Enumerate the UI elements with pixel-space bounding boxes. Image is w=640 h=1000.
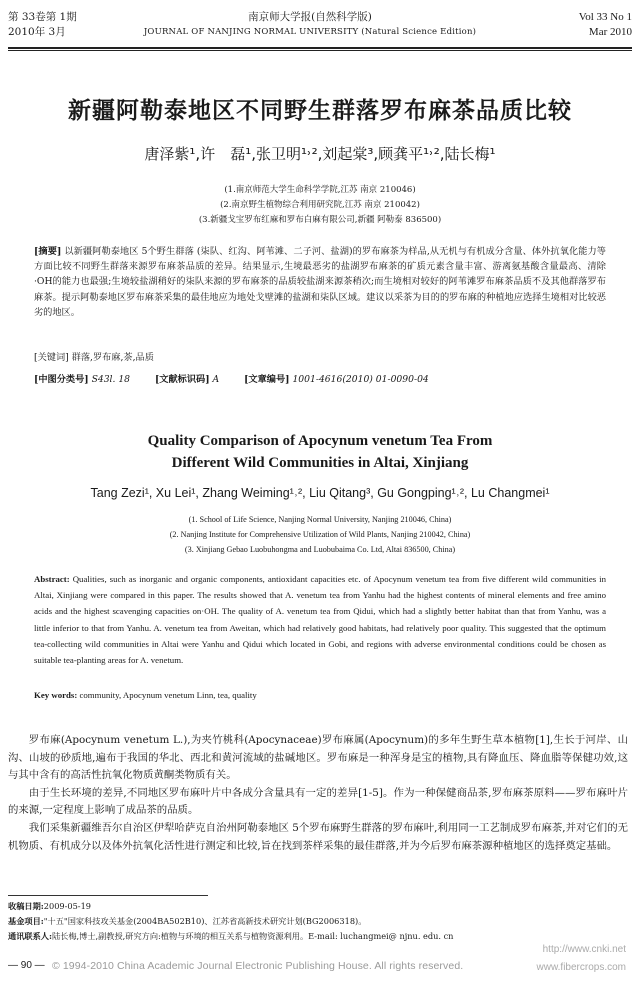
affiliation-cn-3: (3.新疆戈宝罗布红麻和罗布白麻有限公司,新疆 阿勒泰 836500)	[198, 215, 442, 225]
header-right	[579, 10, 632, 40]
authors-cn: 唐泽紫¹,许 磊¹,张卫明¹˒²,刘起棠³,顾龚平¹˒²,陆长梅¹	[144, 145, 496, 163]
affiliation-en-3: (3. Xinjiang Gebao Luobuhongma and Luobubaima Co. Ltd, Altai 836500, China)	[184, 545, 456, 554]
abstract-cn	[34, 244, 606, 320]
affiliations-cn	[0, 183, 640, 228]
affiliation-cn-2: (2.南京野生植物综合利用研究院,江苏 南京 210042)	[220, 200, 420, 210]
abstract-en	[34, 571, 606, 668]
header-rule	[8, 47, 632, 49]
date-en: Mar 2010	[588, 26, 632, 38]
body-text	[8, 732, 628, 855]
volume-en: Vol 33 No 1	[578, 11, 632, 23]
header-center	[98, 10, 522, 40]
footnote-contact	[8, 929, 628, 944]
authors-en: Tang Zezi¹, Xu Lei¹, Zhang Weiming¹˒², Liu Qitang³, Gu Gongping¹˒², Lu Changmei¹	[90, 486, 550, 500]
footnote-rule	[8, 895, 208, 896]
article-no-field	[244, 374, 429, 385]
watermark-line-1: http://www.cnki.net	[542, 944, 626, 955]
contact-label: 通讯联系人:	[8, 930, 52, 941]
page-number: — 90 —	[8, 960, 45, 971]
abstract-en-text: Qualities, such as inorganic and organic components, antioxidant capacities etc. of Apocynum venetum tea from five different wild communities in Altai, Xinjiang were compared in this paper. The results showed that A. venetum tea from Yanhu had the highest contents of mineral elements and free amino acids and the highest scavenging capacities on·OH. The quality of A. venetum tea from Qidui, which had a slightly better habitat than that from Yanhu, was a little inferior to that from Yanhu. A. venetum tea from Aweitan, which had relatively good habitats, had relatively poor quality. This suggested that the optimum tea-collecting wild communities in Altai were Yanhu and Qidui which located in Gobi, and regions with adverse environmental conditions could be chosen as suitable tea-planting areas for A. venetum.	[34, 574, 606, 666]
paper-title-en-line1: Quality Comparison of Apocynum venetum Tea From	[147, 433, 493, 449]
journal-name-en: JOURNAL OF NANJING NORMAL UNIVERSITY (Natural Science Edition)	[143, 27, 477, 37]
received-value: 2009-05-19	[43, 901, 91, 911]
copyright-notice: © 1994-2010 China Academic Journal Electronic Publishing House. All rights reserved.	[52, 960, 464, 972]
footnote-received	[8, 899, 628, 914]
paper-title-en-line2: Different Wild Communities in Altai, Xinjiang	[171, 455, 469, 471]
keywords-cn-label: [关键词]	[34, 352, 69, 363]
body-paragraph-1: 罗布麻(Apocynum venetum L.),为夹竹桃科(Apocynaceae)罗布麻属(Apocynum)的多年生野生草本植物[1],生长于河岸、山沟、山坡的砂质地,遍布于我国的华北、西北和黄河流域的盐碱地区。罗布麻是一种浑身是宝的植物,具有降血压、降血脂等保健功效,这与其中含有的高活性抗氧化物质黄酮类物质有关。	[8, 734, 628, 782]
running-header	[8, 10, 632, 50]
volume-cn: 第 33卷第 1期	[8, 11, 77, 23]
affiliation-en-1: (1. School of Life Science, Nanjing Normal University, Nanjing 210046, China)	[188, 515, 452, 524]
body-paragraph-2: 由于生长环境的差异,不同地区罗布麻叶片中各成分含量具有一定的差异[1-5]。作为一种保健商品茶,罗布麻茶原料——罗布麻叶片的来源,一定程度上影响了成品茶的品质。	[8, 786, 628, 817]
abstract-cn-label: [摘要]	[34, 246, 62, 257]
article-no-value: 1001-4616(2010) 01-0090-04	[292, 374, 429, 385]
keywords-en-label: Key words:	[34, 690, 78, 700]
journal-name-cn: 南京师大学报(自然科学版)	[248, 11, 372, 23]
keywords-en	[34, 688, 606, 703]
affiliations-en	[0, 512, 640, 557]
clc-label: [中图分类号]	[34, 374, 89, 385]
received-label: 收稿日期:	[8, 901, 44, 911]
watermark-line-2: www.fibercrops.com	[536, 962, 626, 973]
keywords-cn	[34, 350, 606, 365]
abstract-cn-text: 以新疆阿勒泰地区 5个野生群落 (柒队、红沟、阿苇滩、二子河、盐湖)的罗布麻茶为样品,从无机与有机成分含量、体外抗氧化能力等方面比较不同野生群落来源罗布麻茶品质的差异。结果显示,生境最恶劣的盐湖罗布麻茶的矿质元素含量丰富、游离氨基酸含量最高、清除·OH的能力也最强;生境较盐湖稍好的柒队来源的罗布麻茶的品质较盐湖来源茶稍次;而生境相对较好的阿苇滩罗布麻茶品质不及其他群落罗布麻茶。提示阿勒泰地区罗布麻茶采集的最佳地应为地处戈壁滩的盐湖和柒队区域。建议以采茶为目的的罗布麻的种植地应选择生境相对比较恶劣的地区。	[34, 246, 606, 318]
doc-code-label: [文献标识码]	[154, 374, 210, 385]
date-cn: 2010年 3月	[8, 26, 66, 38]
keywords-cn-text: 群落,罗布麻,茶,品质	[71, 352, 154, 363]
doc-code-field	[155, 374, 219, 385]
footnotes	[8, 899, 628, 943]
header-rule-thin	[8, 50, 632, 51]
paper-title-cn: 新疆阿勒泰地区不同野生群落罗布麻茶品质比较	[68, 98, 572, 124]
body-paragraph-3: 我们采集新疆维吾尔自治区伊犁哈萨克自治州阿勒泰地区 5个罗布麻野生群落的罗布麻叶,利用同一工艺制成罗布麻茶,并对它们的无机物质、有机成分以及体外抗氧化活性进行测定和比较,旨在找到茶样采集的最佳群落,并为今后罗布麻茶源种植地区的选择奠定基础。	[8, 821, 628, 852]
abstract-en-label: Abstract:	[34, 574, 70, 584]
watermark	[534, 944, 626, 980]
article-no-label: [文章编号]	[244, 374, 290, 385]
affiliation-en-2: (2. Nanjing Institute for Comprehensive Utilization of Wild Plants, Nanjing 210042, China)	[169, 530, 471, 539]
clc-value: S43l. 18	[91, 374, 131, 385]
header-left	[8, 10, 77, 40]
paper-title-en	[0, 430, 640, 474]
footnote-fund	[8, 914, 628, 929]
classification-line	[34, 372, 606, 387]
affiliation-cn-1: (1.南京师范大学生命科学学院,江苏 南京 210046)	[224, 185, 416, 195]
keywords-en-text: community, Apocynum venetum Linn, tea, quality	[79, 690, 257, 700]
fund-value: "十五"国家科技攻关基金(2004BA502B10)、江苏省高新技术研究计划(BG2006318)。	[43, 915, 367, 926]
clc-field	[34, 374, 130, 385]
fund-label: 基金项目:	[8, 915, 44, 926]
doc-code-value: A	[212, 374, 220, 385]
contact-value: 陆长梅,博士,副教授,研究方向:植物与环境的相互关系与植物资源利用。E-mail: luchangmei@ njnu. edu. cn	[51, 930, 454, 941]
